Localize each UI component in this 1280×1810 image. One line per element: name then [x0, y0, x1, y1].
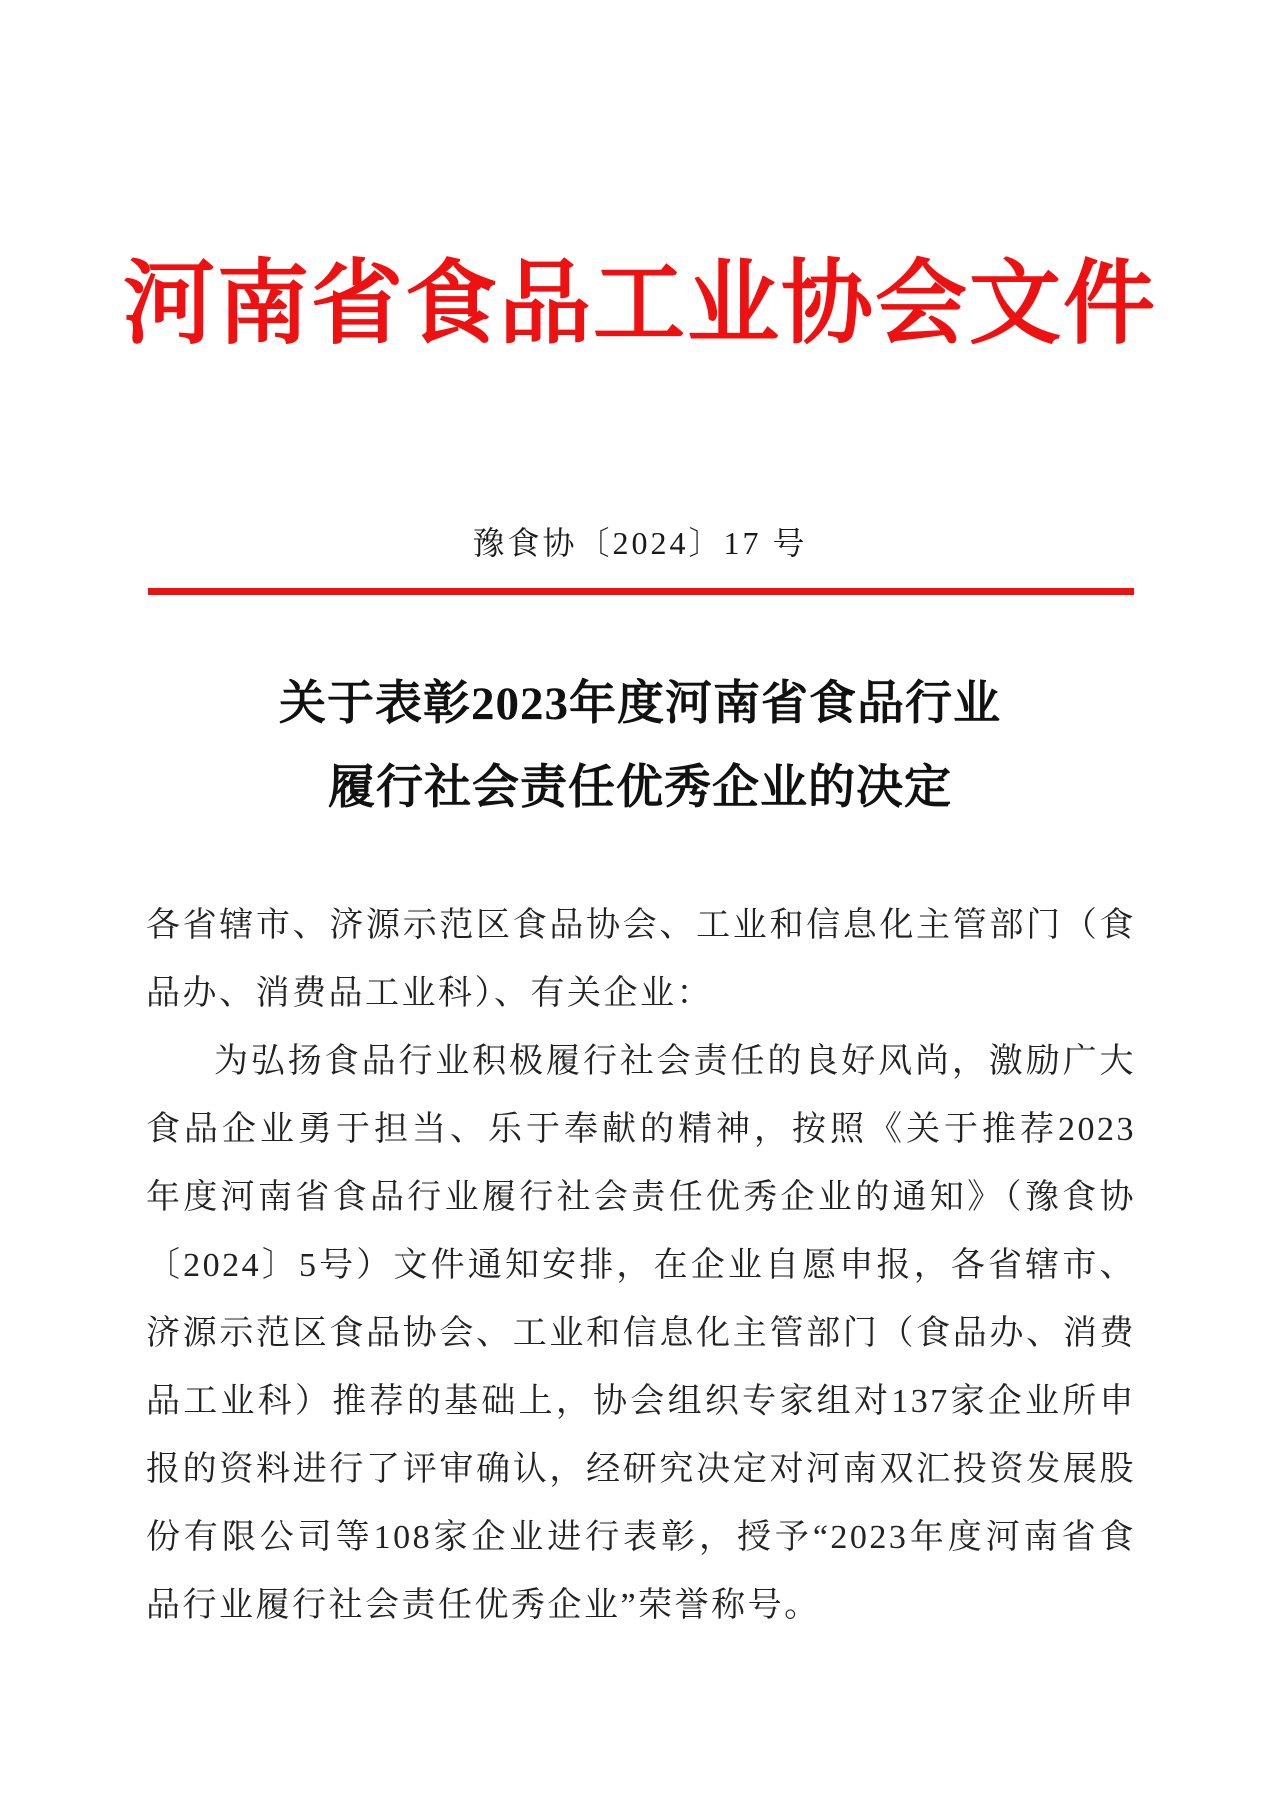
doc-title-line2: 履行社会责任优秀企业的决定: [328, 762, 952, 814]
main-paragraph: 为弘扬食品行业积极履行社会责任的良好风尚，激励广大食品企业勇于担当、乐于奉献的精神，按照《关于推荐2023年度河南省食品行业履行社会责任优秀企业的通知》（豫食协〔2024〕5号）文件通知安排，在企业自愿申报，各省辖市、济源示范区食品协会、工业和信息化主管部门（食品办、消费品工业科）推荐的基础上，协会组织专家组对137家企业所申报的资料进行了评审确认，经研究决定对河南双汇投资发展股份有限公司等108家企业进行表彰，授予“2023年度河南省食品行业履行社会责任优秀企业”荣誉称号。: [146, 1043, 1136, 1624]
org-title: 河南省食品工业协会文件: [122, 253, 1157, 355]
salutation-paragraph: 各省辖市、济源示范区食品协会、工业和信息化主管部门（食品办、消费品工业科）、有关企业：: [146, 907, 1136, 1012]
red-separator-line: [148, 588, 1134, 595]
doc-title-line1: 关于表彰2023年度河南省食品行业: [279, 678, 1001, 730]
document-body: [146, 892, 1136, 1640]
doc-number: 豫食协〔2024〕17 号: [472, 525, 808, 561]
doc-title: [0, 662, 1280, 830]
